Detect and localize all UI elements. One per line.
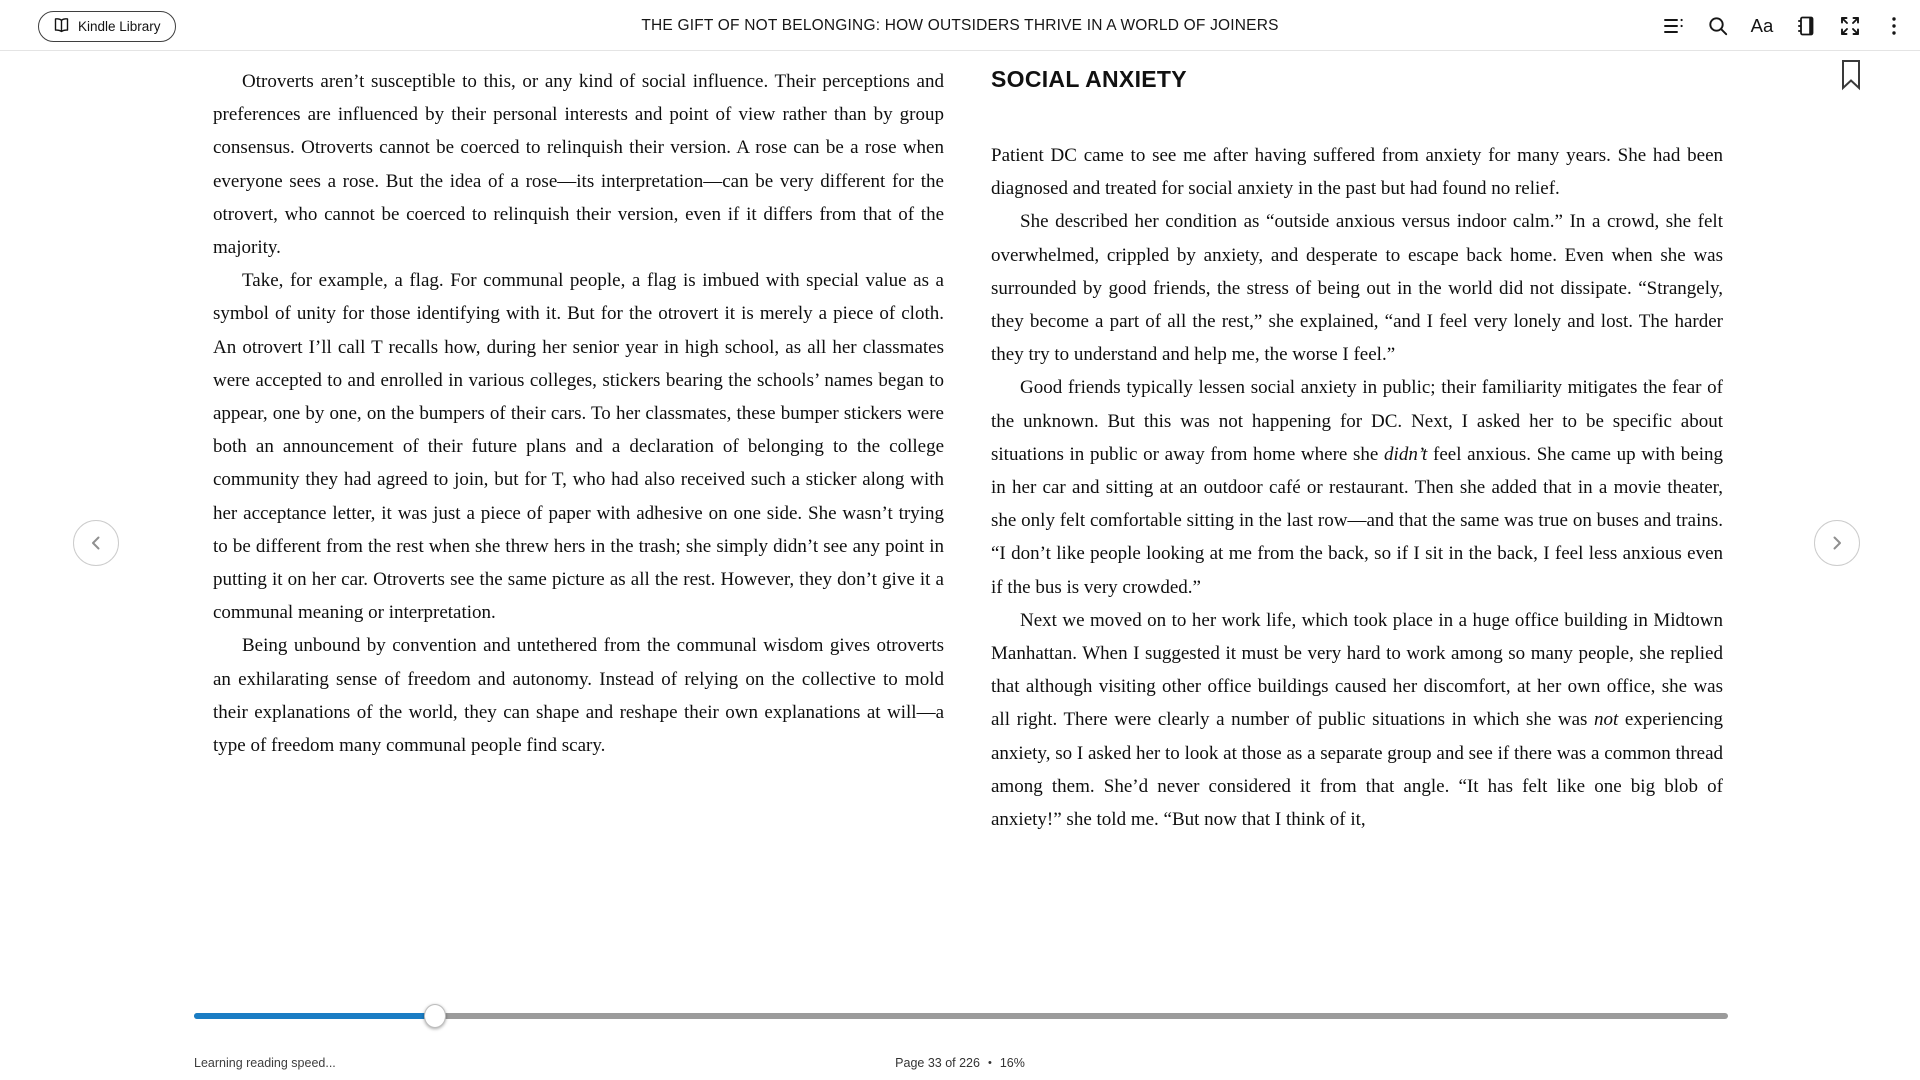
next-page-button[interactable] bbox=[1814, 520, 1860, 566]
table-of-contents-icon[interactable] bbox=[1652, 0, 1696, 51]
chevron-left-icon bbox=[87, 534, 105, 552]
book-paragraph: She described her condition as “outside anxious versus indoor calm.” In a crowd, she felt overwhelmed, crippled by anxiety, and desperate to escape back home. Even when she was surrounded by good friends, the stress of being out in the world did not dissipate. “Strangely, they become a part of all the rest,” she explained, “and I feel very lonely and lost. The harder they try to understand and help me, the worse I feel.” bbox=[991, 211, 1723, 366]
reading-speed-status: Learning reading speed... bbox=[194, 1056, 336, 1070]
open-book-icon bbox=[53, 17, 70, 37]
book-paragraph: Otroverts aren’t susceptible to this, or any kind of social influence. Their perceptions and preferences are influenced by their personal interests and point of view rather than by group consensus. Otroverts cannot be coerced to relinquish their version. A rose can be a rose when everyone sees a rose. But the idea of a rose—its interpretation—can be very different for the otrovert, who cannot be coerced to relinquish their version, even if it differs from that of the majority. bbox=[213, 71, 944, 259]
book-paragraph: Take, for example, a flag. For communal people, a flag is imbued with special value as a symbol of unity for those identifying with it. But for the otrovert it is merely a piece of cloth. An otrovert I’ll call T recalls how, during her senior year in high school, as all her classmates were accepted to and enrolled in various colleges, stickers bearing the schools’ names began to appear, one by one, on the bumpers of their cars. To her classmates, these bumper stickers were both an announcement of their future plans and a declaration of belonging to the college community they had agreed to join, but for T, who had also received such a sticker along with her acceptance letter, it was just a piece of paper with adhesive on one side. She wasn’t trying to be different from the rest when she threw hers in the trash; she simply didn’t see any point in putting it on her car. Otroverts see the same picture as all the rest. However, they don’t give it a communal meaning or interpretation. bbox=[213, 270, 944, 624]
section-heading: SOCIAL ANXIETY bbox=[991, 66, 1187, 92]
kindle-library-button[interactable] bbox=[38, 11, 176, 42]
progress-slider[interactable] bbox=[194, 1013, 1728, 1019]
book-paragraph: Next we moved on to her work life, which took place in a huge office building in Midtown Manhattan. When I suggested it must be very hard to work among so many people, she replied that although visiting other office buildings caused her discomfort, at her own office, she was all right. There were clearly a number of public situations in which she was not experiencing anxiety, so I asked her to look at those as a separate group and see if there was a common thread among them. She’d never considered it from that angle. “It has felt like one big blob of anxiety!” she told me. “But now that I think of it, bbox=[991, 609, 1723, 831]
left-text-column bbox=[213, 65, 944, 762]
search-icon[interactable] bbox=[1696, 0, 1740, 51]
page-progress-status bbox=[0, 1056, 1920, 1070]
right-column-paragraphs bbox=[991, 139, 1723, 836]
top-bar bbox=[0, 0, 1920, 51]
page-number-label: Page 33 of 226 bbox=[895, 1056, 980, 1070]
separator-dot: • bbox=[987, 1057, 992, 1069]
fullscreen-icon[interactable] bbox=[1828, 0, 1872, 51]
percent-read-label: 16% bbox=[999, 1056, 1025, 1070]
book-title: THE GIFT OF NOT BELONGING: HOW OUTSIDERS THRIVE IN A WORLD OF JOINERS bbox=[641, 16, 1279, 34]
more-menu-icon[interactable] bbox=[1872, 0, 1916, 51]
notebook-icon[interactable] bbox=[1784, 0, 1828, 51]
header-actions bbox=[1652, 0, 1916, 51]
book-paragraph: Being unbound by convention and untethered from the communal wisdom gives otroverts an exhilarating sense of freedom and autonomy. Instead of relying on the collective to mold their explanations of the world, they can shape and reshape their own explanations at will—a type of freedom many communal people find scary. bbox=[213, 635, 944, 757]
bookmark-icon[interactable] bbox=[1840, 59, 1862, 91]
font-settings-icon[interactable] bbox=[1740, 0, 1784, 51]
book-paragraph: Good friends typically lessen social anxiety in public; their familiarity mitigates the fear of the unknown. But this was not happening for DC. Next, I asked her to be specific about situations in public or away from home where she didn’t feel anxious. She came up with being in her car and sitting at an outdoor café or restaurant. Then she added that in a movie theater, she only felt comfortable sitting in the last row—and that the same was true on buses and trains. “I don’t like people looking at me from the back, so if I sit in the back, I feel less anxious even if the bus is very crowded.” bbox=[991, 377, 1723, 598]
progress-slider-thumb[interactable] bbox=[424, 1004, 446, 1028]
font-settings-label: Aa bbox=[1750, 14, 1774, 36]
reading-area bbox=[0, 51, 1920, 991]
book-paragraph: Patient DC came to see me after having suffered from anxiety for many years. She had been diagnosed and treated for social anxiety in the past but had found no relief. bbox=[991, 145, 1723, 200]
previous-page-button[interactable] bbox=[73, 520, 119, 566]
chevron-right-icon bbox=[1828, 534, 1846, 552]
kindle-library-label: Kindle Library bbox=[78, 19, 161, 34]
right-text-column bbox=[991, 66, 1723, 836]
progress-slider-fill bbox=[194, 1013, 435, 1019]
